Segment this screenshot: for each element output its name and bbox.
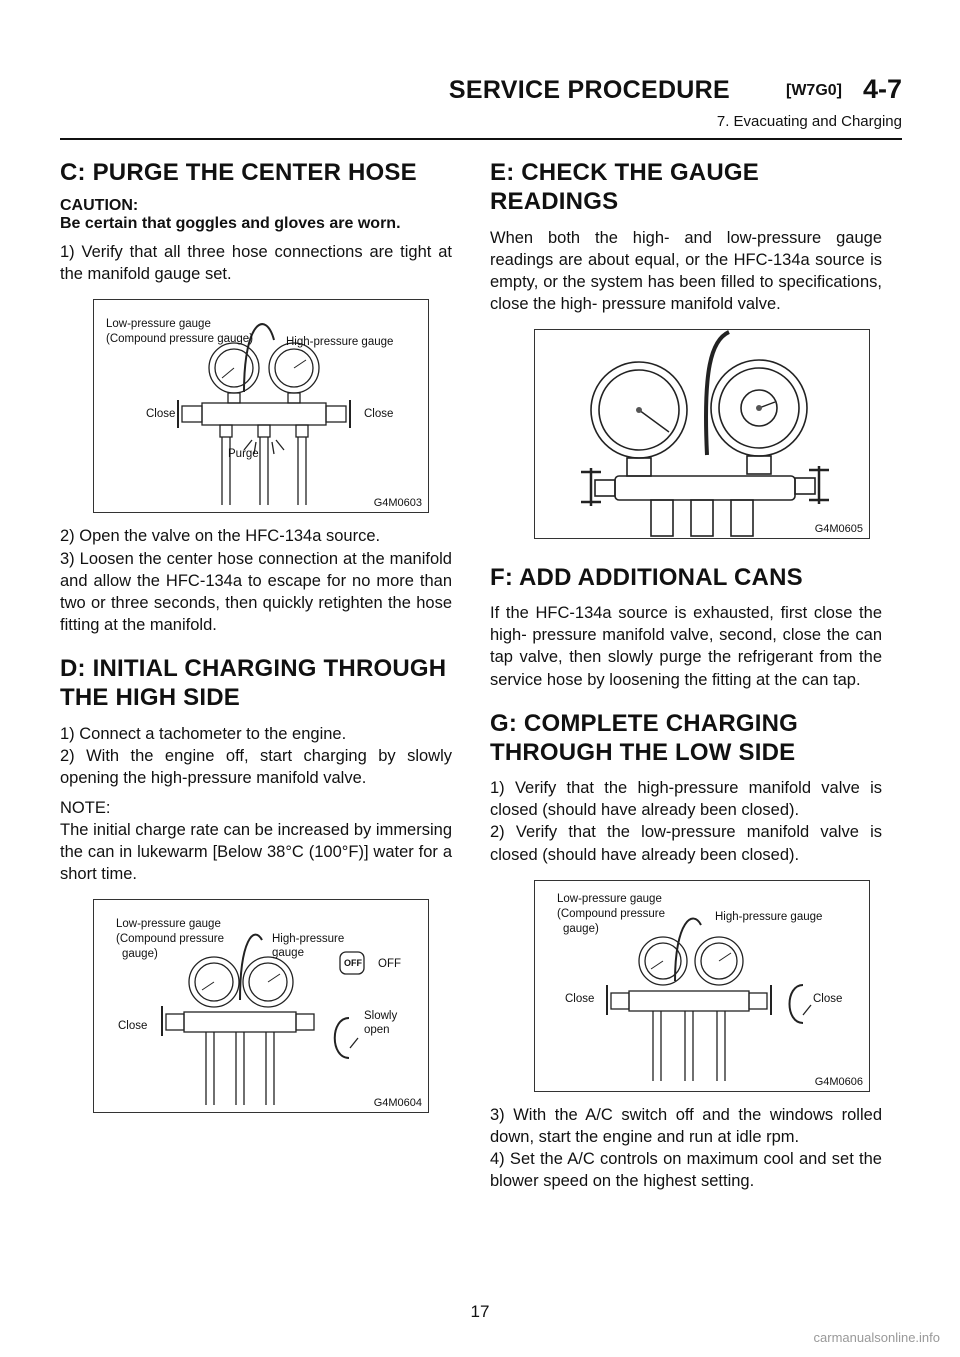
section-g-step-1: 1) Verify that the high-pressure manifold valve is closed (should have already been closed). xyxy=(490,779,882,820)
figure-g4m0604 xyxy=(93,899,429,1113)
figure-label-low-pressure: Low-pressure gauge xyxy=(116,918,221,931)
figure-g4m0603 xyxy=(93,299,429,513)
header-section-number: 4-7 xyxy=(862,74,902,104)
manifold-gauge-purge-illustration xyxy=(94,300,428,512)
page-header xyxy=(60,60,902,134)
right-column xyxy=(490,158,882,1200)
section-g-step-4: 4) Set the A/C controls on maximum cool and set the blower speed on the highest setting. xyxy=(490,1149,882,1190)
figure-id: G4M0604 xyxy=(373,1097,422,1110)
section-g-step-3: 3) With the A/C switch off and the windows rolled down, start the engine and run at idle rpm. xyxy=(490,1105,882,1146)
figure-label-high-pressure: High-pressure xyxy=(272,933,345,946)
figure-label-close: Close xyxy=(118,1020,148,1033)
section-e-text: When both the high- and low-pressure gauge readings are about equal, or the HFC-134a source is empty, or the system has been filled to specifications, close the high- pressure manifold valve. xyxy=(490,228,882,313)
page-number: 17 xyxy=(470,1302,490,1321)
figure-label-low-pressure: Low-pressure gauge xyxy=(106,318,211,331)
section-d-heading xyxy=(60,654,452,713)
figure-label-off: OFF xyxy=(378,958,401,971)
section-e-heading: E: CHECK THE GAUGE READINGS xyxy=(490,159,759,216)
figure-label-close-left: Close xyxy=(146,408,176,421)
figure-label-high-pressure: High-pressure gauge xyxy=(715,910,823,923)
figure-label-open: open xyxy=(364,1024,390,1037)
section-g-step-2: 2) Verify that the low-pressure manifold valve is closed (should have already been closed). xyxy=(490,823,882,864)
figure-label-close-left: Close xyxy=(565,992,595,1005)
section-d-step-2: 2) With the engine off, start charging by slowly opening the high-pressure manifold valve. xyxy=(60,746,452,787)
figure-label-gauge: gauge) xyxy=(563,922,599,935)
figure-g4m0606 xyxy=(534,880,870,1092)
figure-label-high-gauge: gauge xyxy=(272,947,304,960)
section-f-heading: F: ADD ADDITIONAL CANS xyxy=(490,563,803,591)
section-g-heading-line-2: THROUGH THE LOW SIDE xyxy=(490,738,796,766)
caution-text: Be certain that goggles and gloves are worn. xyxy=(60,215,401,233)
figure-label-gauge: gauge) xyxy=(122,948,158,961)
section-g-heading xyxy=(490,709,882,768)
figure-label-high-pressure: High-pressure gauge xyxy=(286,336,394,349)
section-d-heading-line-2: THE HIGH SIDE xyxy=(60,684,240,712)
header-code: [W7G0] xyxy=(786,82,842,99)
figure-label-slowly: Slowly xyxy=(364,1010,398,1023)
manifold-gauge-high-side-charging-illustration xyxy=(94,900,428,1112)
figure-g4m0605 xyxy=(534,329,870,539)
figure-label-compound: (Compound pressure gauge) xyxy=(106,333,254,346)
figure-label-close-right: Close xyxy=(813,992,843,1005)
note-text: The initial charge rate can be increased by immersing the can in lukewarm [Below 38°C (100°F)] water for a short time. xyxy=(60,821,452,884)
section-f-text: If the HFC-134a source is exhausted, first close the high- pressure manifold valve, second, close the can tap valve, then slowly purge the refrigerant from the service hose by loosening the fitting at the can tap. xyxy=(490,604,882,689)
manifold-gauge-readings-photo xyxy=(535,330,869,538)
figure-id: G4M0606 xyxy=(814,1075,863,1088)
section-c-heading: C: PURGE THE CENTER HOSE xyxy=(60,159,417,186)
section-c-step-1: 1) Verify that all three hose connections are tight at the manifold gauge set. xyxy=(60,243,452,284)
caution-block xyxy=(60,197,452,233)
figure-label-low-pressure: Low-pressure gauge xyxy=(557,892,662,905)
knob-off-text: OFF xyxy=(344,958,362,969)
figure-id: G4M0605 xyxy=(814,522,863,535)
header-subtitle: 7. Evacuating and Charging xyxy=(716,113,902,130)
header-divider xyxy=(60,138,902,140)
section-c-step-3: 3) Loosen the center hose connection at the manifold and allow the HFC-134a to escape for no more than two or three seconds, then quickly retighten the hose fitting at the manifold. xyxy=(60,549,452,634)
figure-label-close-right: Close xyxy=(364,408,394,421)
figure-id: G4M0603 xyxy=(373,497,422,510)
section-g-heading-line-1: G: COMPLETE CHARGING xyxy=(490,709,798,737)
footer-watermark: carmanualsonline.info xyxy=(813,1330,940,1345)
note-title: NOTE: xyxy=(60,798,111,817)
figure-label-compound: (Compound pressure xyxy=(116,933,225,946)
figure-label-compound: (Compound pressure xyxy=(557,907,666,920)
figure-label-purge: Purge xyxy=(228,448,259,461)
left-column xyxy=(60,158,452,1125)
section-c-step-2: 2) Open the valve on the HFC-134a source. xyxy=(60,527,381,546)
header-title: SERVICE PROCEDURE xyxy=(448,76,730,104)
caution-title: CAUTION: xyxy=(60,197,139,215)
section-d-step-1: 1) Connect a tachometer to the engine. xyxy=(60,724,347,743)
section-d-heading-line-1: D: INITIAL CHARGING THROUGH xyxy=(60,655,447,683)
